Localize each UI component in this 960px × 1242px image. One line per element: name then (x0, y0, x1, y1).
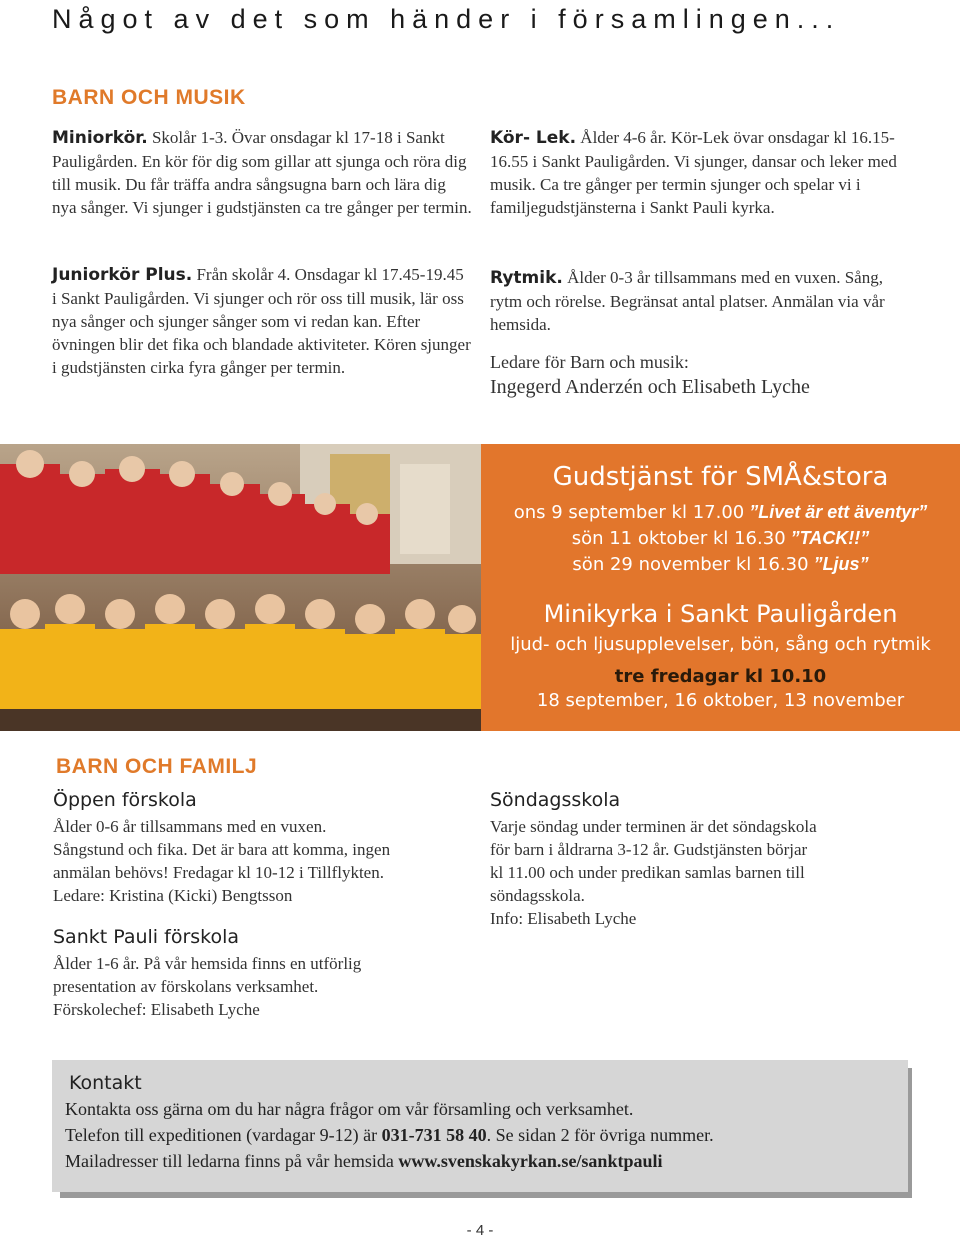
kontakt-title: Kontakt (69, 1072, 142, 1094)
text-line: Info: Elisabeth Lyche (490, 909, 637, 928)
kontakt-website-link[interactable]: www.svenskakyrkan.se/sanktpauli (398, 1151, 663, 1171)
kontakt-phone-note: . Se sidan 2 för övriga nummer. (486, 1125, 714, 1145)
miniorkor-text: Skolår 1-3. Övar onsdagar kl 17-18 i Sankt Pauligården. En kör för dig som gillar att sjunga och röra dig till musik. Du får träffa andra sångsugna barn och lära dig nya sånger. Vi sjunger i gudstjänsten ca tre gånger per termin. (52, 128, 472, 217)
text-line: Ledare: Kristina (Kicki) Bengtsson (53, 886, 293, 905)
text-line: Ålder 1-6 år. På vår hemsida finns en utförlig (53, 954, 362, 973)
korlek-lead: Kör- Lek. (490, 128, 577, 148)
oppen-forskola-title: Öppen förskola (53, 789, 197, 811)
rytmik-lead: Rytmik. (490, 268, 563, 288)
event-theme: ”TACK!!” (785, 528, 870, 548)
miniorkor-lead: Miniorkör. (52, 128, 148, 148)
event-date: ons 9 september kl 17.00 (513, 502, 745, 523)
event-row (481, 528, 960, 549)
events-title-minikyrka: Minikyrka i Sankt Pauligården (543, 600, 898, 628)
page-number: - 4 - (466, 1222, 494, 1239)
page-heading: Något av det som händer i församlingen... (52, 4, 841, 34)
event-row (481, 554, 960, 575)
miniorkor-paragraph (52, 126, 472, 219)
kontakt-web-label: Mailadresser till ledarna finns på vår hemsida (65, 1151, 399, 1171)
events-box (481, 444, 960, 731)
text-line: Ålder 0-6 år tillsammans med en vuxen. (53, 817, 327, 836)
text-line: för barn i åldrarna 3-12 år. Gudstjänsten börjar (490, 840, 808, 859)
event-theme: ”Livet är ett äventyr” (744, 502, 928, 522)
text-line: Varje söndag under terminen är det söndagskola (490, 817, 817, 836)
text-line: söndagsskola. (490, 886, 585, 905)
event-theme: ”Ljus” (808, 554, 869, 574)
kontakt-box (52, 1060, 908, 1192)
section-title-barn-och-familj: BARN OCH FAMILJ (56, 755, 258, 778)
rytmik-text: Ålder 0-3 år tillsammans med en vuxen. Sång, rytm och rörelse. Begränsat antal platser. Anmälan via vår hemsida. (490, 268, 885, 334)
kontakt-line-2 (65, 1125, 714, 1146)
minikyrka-dates: 18 september, 16 oktober, 13 november (536, 690, 905, 711)
event-row (481, 502, 960, 523)
juniorkor-lead: Juniorkör Plus. (52, 265, 193, 285)
korlek-paragraph (490, 126, 910, 219)
juniorkor-text: Från skolår 4. Onsdagar kl 17.45-19.45 i Sankt Pauligården. Vi sjunger och rör oss till musik, lär oss nya sånger och sjunger sånger som vi redan kan. Efter övningen blir det fika och blandade aktiviteter. Kören sjunger i gudstjänsten cirka fyra gånger per termin. (52, 265, 471, 377)
choir-photo-illustration (0, 444, 481, 731)
section-title-barn-och-musik: BARN OCH MUSIK (52, 86, 246, 109)
rytmik-paragraph (490, 266, 910, 336)
oppen-forskola-text (53, 815, 483, 907)
choir-photo (0, 444, 481, 731)
sankt-pauli-forskola-text (53, 952, 483, 1021)
minikyrka-subtitle: ljud- och ljusupplevelser, bön, sång och rytmik (510, 634, 931, 655)
kontakt-line-1: Kontakta oss gärna om du har några frågor om vår församling och verksamhet. (65, 1099, 634, 1119)
sankt-pauli-forskola-title: Sankt Pauli förskola (53, 926, 240, 948)
text-line: anmälan behövs! Fredagar kl 10-12 i Tillflykten. (53, 863, 384, 882)
ledare-label: Ledare för Barn och musik: (490, 352, 689, 372)
korlek-text: Ålder 4-6 år. Kör-Lek övar onsdagar kl 16.15-16.55 i Sankt Pauligården. Vi sjunger, dansar och leker med musik. Ca tre gånger per termin sjunger och spelar vi i familjegudstjänsterna i Sankt Pauli kyrka. (490, 128, 897, 217)
sondagsskola-text (490, 815, 910, 930)
text-line: Förskolechef: Elisabeth Lyche (53, 1000, 260, 1019)
event-date: sön 11 oktober kl 16.30 (571, 528, 786, 549)
event-date: sön 29 november kl 16.30 (572, 554, 809, 575)
kontakt-phone-label: Telefon till expeditionen (vardagar 9-12) är (65, 1125, 382, 1145)
ledare-names: Ingegerd Anderzén och Elisabeth Lyche (490, 376, 810, 398)
juniorkor-paragraph (52, 263, 472, 379)
kontakt-line-3 (65, 1151, 662, 1172)
sondagsskola-title: Söndagsskola (490, 789, 621, 811)
text-line: presentation av förskolans verksamhet. (53, 977, 319, 996)
events-title-gudstjanst: Gudstjänst för SMÅ&stora (552, 462, 889, 492)
text-line: kl 11.00 och under predikan samlas barnen till (490, 863, 805, 882)
minikyrka-when: tre fredagar kl 10.10 (614, 666, 827, 687)
kontakt-phone[interactable]: 031-731 58 40 (381, 1125, 487, 1145)
text-line: Sångstund och fika. Det är bara att komma, ingen (53, 840, 391, 859)
